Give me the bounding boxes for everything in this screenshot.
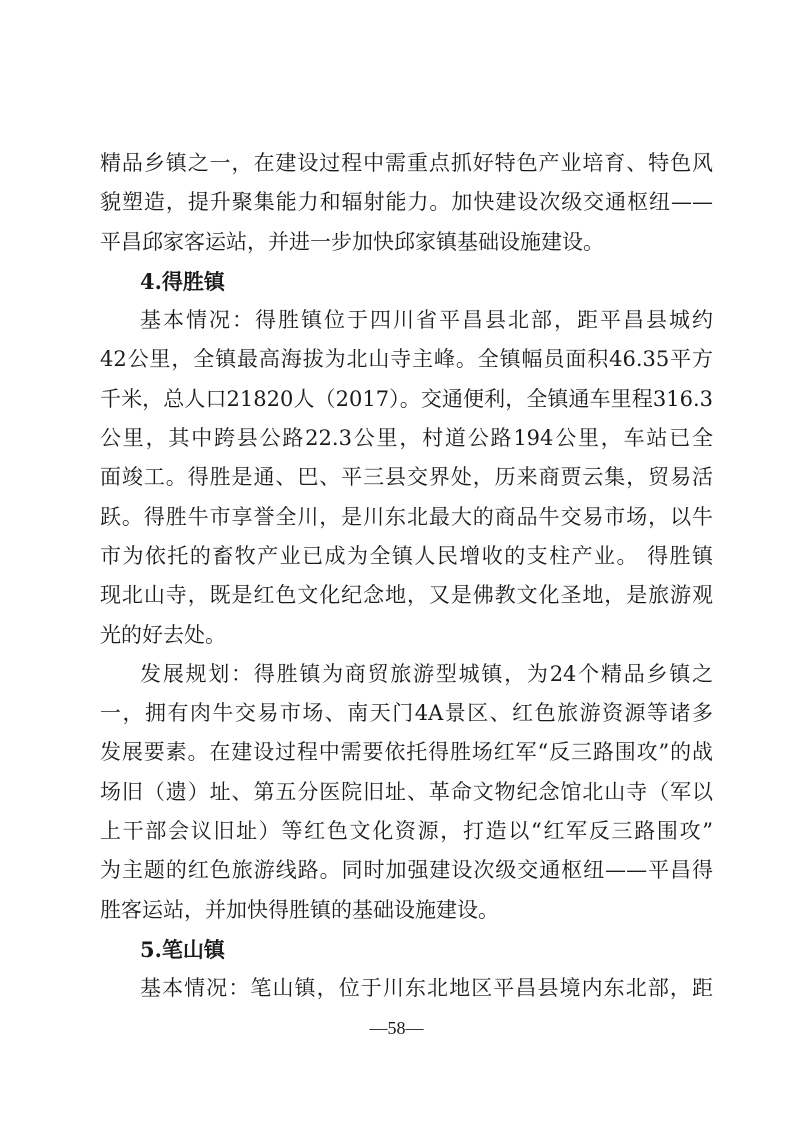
document-body: [100, 144, 713, 1009]
text-line: 发展规划：得胜镇为商贸旅游型城镇，为24个精品乡镇之: [140, 661, 713, 686]
text-line: 胜客运站，并加快得胜镇的基础设施建设。: [100, 897, 499, 922]
text-line: 一，拥有肉牛交易市场、南天门4A景区、红色旅游资源等诸多: [100, 701, 713, 726]
text-line: 貌塑造，提升聚集能力和辐射能力。加快建设次级交通枢纽——: [100, 190, 713, 215]
text-line: 千米，总人口21820人（2017）。交通便利，全镇通车里程316.3: [100, 386, 713, 411]
text-line: 精品乡镇之一，在建设过程中需重点抓好特色产业培育、特色风: [100, 151, 713, 175]
text-line: 公里，其中跨县公路22.3公里，村道公路194公里，车站已全: [100, 426, 713, 451]
text-line: 为主题的红色旅游线路。同时加强建设次级交通枢纽——平昌得: [100, 858, 713, 883]
text-line: 现北山寺，既是红色文化纪念地，又是佛教文化圣地，是旅游观: [100, 583, 713, 608]
text-line: 跃。得胜牛市享誉全川，是川东北最大的商品牛交易市场，以牛: [100, 504, 713, 529]
section-heading-bishan: 5.笔山镇: [140, 936, 225, 962]
text-line: 基本情况：得胜镇位于四川省平昌县北部，距平昌县城约: [140, 308, 713, 333]
text-line: 上干部会议旧址）等红色文化资源，打造以“红军反三路围攻”: [100, 819, 713, 844]
text-line: 场旧（遗）址、第五分医院旧址、革命文物纪念馆北山寺（军以: [100, 779, 713, 804]
text-line: 基本情况：笔山镇，位于川东北地区平昌县境内东北部，距: [140, 976, 713, 1001]
text-line: 面竣工。得胜是通、巴、平三县交界处，历来商贾云集，贸易活: [100, 465, 713, 490]
text-line: 平昌邱家客运站，并进一步加快邱家镇基础设施建设。: [100, 229, 604, 254]
page-number: —58—: [369, 1018, 424, 1038]
text-line: 光的好去处。: [100, 622, 226, 647]
text-line: 市为依托的畜牧产业已成为全镇人民增收的支柱产业。 得胜镇: [100, 543, 713, 568]
section-heading-desheng: 4.得胜镇: [140, 268, 225, 294]
text-line: 42公里，全镇最高海拔为北山寺主峰。全镇幅员面积46.35平方: [100, 347, 713, 372]
text-line: 发展要素。在建设过程中需要依托得胜场红军“反三路围攻”的战: [100, 740, 713, 765]
